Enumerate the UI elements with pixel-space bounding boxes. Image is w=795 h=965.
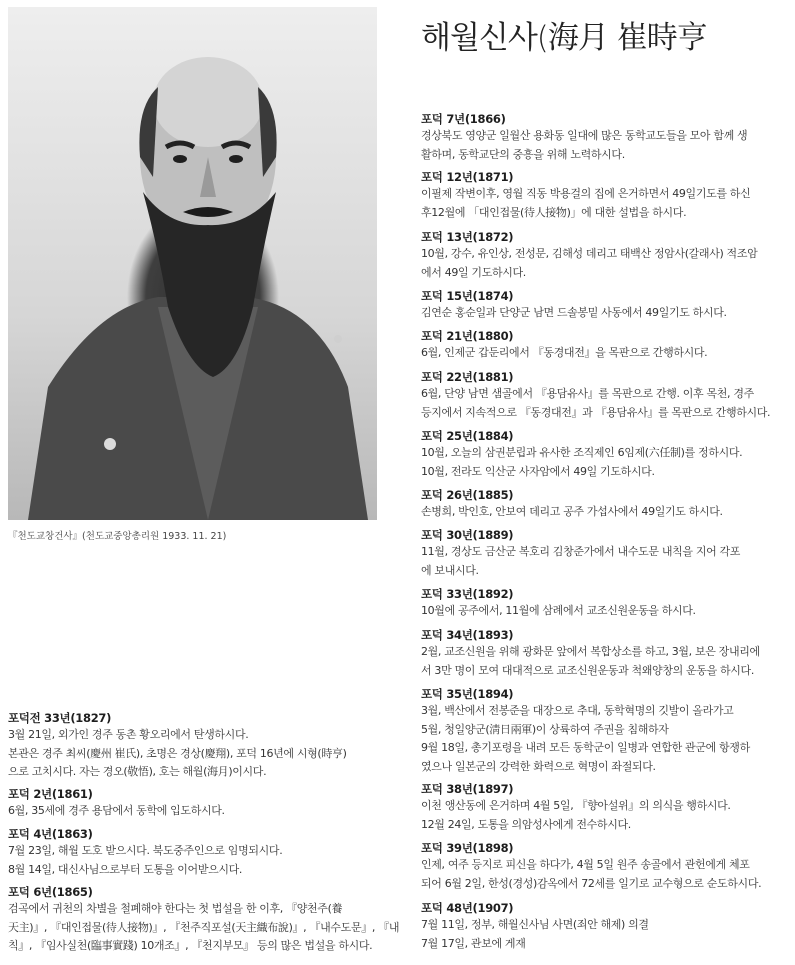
entry-text: 경상북도 영양군 일월산 용화동 일대에 많은 동학교도들을 모아 함께 생 [421, 129, 748, 142]
timeline-entry [421, 586, 787, 621]
entry-text: 6월, 35세에 경주 용담에서 동학에 입도하시다. [8, 804, 225, 817]
entry-year: 포덕 6년(1865) [8, 885, 93, 899]
entry-text: 칙』, 『임사실천(臨事實踐) 10개조』, 『천지부모』 등의 많은 법설을 하시다. [8, 939, 373, 952]
entry-text: 9월 18일, 총기포령을 내려 모든 동학군이 일병과 연합한 관군에 항쟁하 [421, 741, 750, 754]
entry-text: 8월 14일, 대신사님으로부터 도통을 이어받으시다. [8, 862, 243, 876]
timeline-entry [421, 840, 787, 893]
timeline-entry [8, 710, 378, 782]
timeline-entry [421, 781, 787, 834]
entry-text: 12월 24일, 도통을 의암성사에게 전수하시다. [421, 817, 631, 831]
timeline-entry [8, 884, 400, 956]
entry-year: 포덕 38년(1897) [421, 782, 514, 796]
entry-text: 3월, 백산에서 전봉준을 대장으로 추대, 동학혁명의 깃발이 올라가고 [421, 704, 734, 717]
entry-text: 10월, 강수, 유인상, 전성문, 김해성 데리고 태백산 정암사(갈래사) 적조암 [421, 247, 758, 260]
timeline-entry [421, 428, 787, 481]
portrait-photo [8, 7, 377, 520]
entry-text: 5월, 청일양군(淸日兩軍)이 상륙하여 주권을 침해하자 [421, 722, 669, 736]
entry-year: 포덕 21년(1880) [421, 329, 514, 343]
timeline-entry [421, 328, 787, 363]
entry-text: 7월 17일, 관보에 게재 [421, 936, 526, 950]
entry-year: 포덕 12년(1871) [421, 170, 514, 184]
entry-year: 포덕 33년(1892) [421, 587, 514, 601]
entry-year: 포덕 30년(1889) [421, 528, 514, 542]
entry-text: 7월 11일, 정부, 해월신사님 사면(죄안 해제) 의결 [421, 918, 649, 931]
entry-text: 이천 앵산동에 은거하며 4월 5일, 『향아설위』의 의식을 행하시다. [421, 799, 731, 812]
entry-text: 활하며, 동학교단의 중흥을 위해 노력하시다. [421, 147, 625, 161]
entry-year: 포덕 48년(1907) [421, 901, 514, 915]
entry-year: 포덕 35년(1894) [421, 687, 514, 701]
entry-year: 포덕 13년(1872) [421, 230, 514, 244]
timeline-entry [421, 169, 787, 222]
entry-text: 김연순 홍순일과 단양군 남면 드솔봉밑 사동에서 49일기도 하시다. [421, 306, 727, 319]
entry-text: 10월에 공주에서, 11월에 삼례에서 교조신원운동을 하시다. [421, 604, 696, 617]
entry-year: 포덕 2년(1861) [8, 787, 93, 801]
entry-year: 포덕 22년(1881) [421, 370, 514, 384]
portrait-figure [8, 7, 377, 520]
entry-text: 11월, 경상도 금산군 복호리 김창준가에서 내수도문 내칙을 지어 각포 [421, 545, 741, 558]
entry-text: 에서 49일 기도하시다. [421, 265, 526, 279]
entry-text: 검곡에서 귀천의 차별을 철폐해야 한다는 첫 법설을 한 이후, 『양천주(養 [8, 902, 343, 915]
entry-year: 포덕전 33년(1827) [8, 711, 112, 725]
timeline-entry [421, 900, 787, 953]
timeline-entry [421, 288, 787, 323]
entry-text: 본관은 경주 최씨(慶州 崔氏), 초명은 경상(慶翔), 포덕 16년에 시형(時亨) [8, 746, 347, 760]
entry-year: 포덕 26년(1885) [421, 488, 514, 502]
timeline-entry [421, 627, 787, 680]
timeline-entry [421, 229, 787, 282]
entry-text: 서 3만 명이 모여 대대적으로 교조신원운동과 척왜양창의 운동을 하시다. [421, 663, 754, 677]
entry-text: 이필제 작변이후, 영월 직동 박용걸의 집에 은거하면서 49일기도를 하신 [421, 187, 751, 200]
entry-year: 포덕 4년(1863) [8, 827, 93, 841]
entry-year: 포덕 34년(1893) [421, 628, 514, 642]
entry-text: 후12월에 「대인접물(待人接物)」에 대한 설법을 하시다. [421, 205, 687, 219]
entry-year: 포덕 39년(1898) [421, 841, 514, 855]
timeline-entry [421, 111, 787, 164]
entry-text: 였으나 일본군의 강력한 화력으로 혁명이 좌절되다. [421, 759, 656, 773]
entry-text: 인제, 여주 등지로 피신을 하다가, 4월 5일 원주 송골에서 관헌에게 체포 [421, 858, 750, 871]
entry-text: 天主)』, 『대인접물(待人接物)』, 『천주직포설(天主織布說)』, 『내수도문』, 『내 [8, 920, 400, 934]
entry-text: 등지에서 지속적으로 『동경대전』과 『용담유사』를 목판으로 간행하시다. [421, 405, 771, 419]
entry-year: 포덕 15년(1874) [421, 289, 514, 303]
timeline-entry [421, 686, 787, 776]
entry-text: 10월, 오늘의 삼권분립과 유사한 조직제인 6임제(六任制)를 정하시다. [421, 446, 743, 459]
photo-caption: 『천도교창건사』(천도교중앙총리원 1933. 11. 21) [8, 531, 227, 542]
timeline-entry [421, 527, 787, 580]
entry-text: 손병희, 박인호, 안보여 데리고 공주 가섭사에서 49일기도 하시다. [421, 505, 723, 518]
entry-text: 에 보내시다. [421, 563, 479, 577]
entry-text: 으로 고치시다. 자는 경오(敬悟), 호는 해월(海月)이시다. [8, 765, 267, 778]
entry-text: 7월 23일, 해월 도호 받으시다. 북도중주인으로 임명되시다. [8, 844, 283, 857]
entry-year: 포덕 25년(1884) [421, 429, 514, 443]
timeline-entry [8, 826, 378, 879]
page-title: 해월신사(海月 崔時亨 [421, 20, 707, 56]
timeline-entry [8, 786, 378, 821]
timeline-entry [421, 487, 787, 522]
entry-year: 포덕 7년(1866) [421, 112, 506, 126]
entry-text: 6월, 단양 남면 샘골에서 『용담유사』를 목판으로 간행. 이후 목천, 경주 [421, 387, 754, 400]
entry-text: 3월 21일, 외가인 경주 동촌 황오리에서 탄생하시다. [8, 728, 249, 741]
entry-text: 되어 6월 2일, 한성(경성)감옥에서 72세를 일기로 교수형으로 순도하시다. [421, 876, 762, 890]
entry-text: 6월, 인제군 갑둔리에서 『동경대전』을 목판으로 간행하시다. [421, 346, 708, 359]
entry-text: 2월, 교조신원을 위해 광화문 앞에서 복합상소를 하고, 3월, 보은 장내리에 [421, 645, 760, 658]
entry-text: 10월, 전라도 익산군 사자암에서 49일 기도하시다. [421, 464, 655, 478]
timeline-entry [421, 369, 787, 422]
